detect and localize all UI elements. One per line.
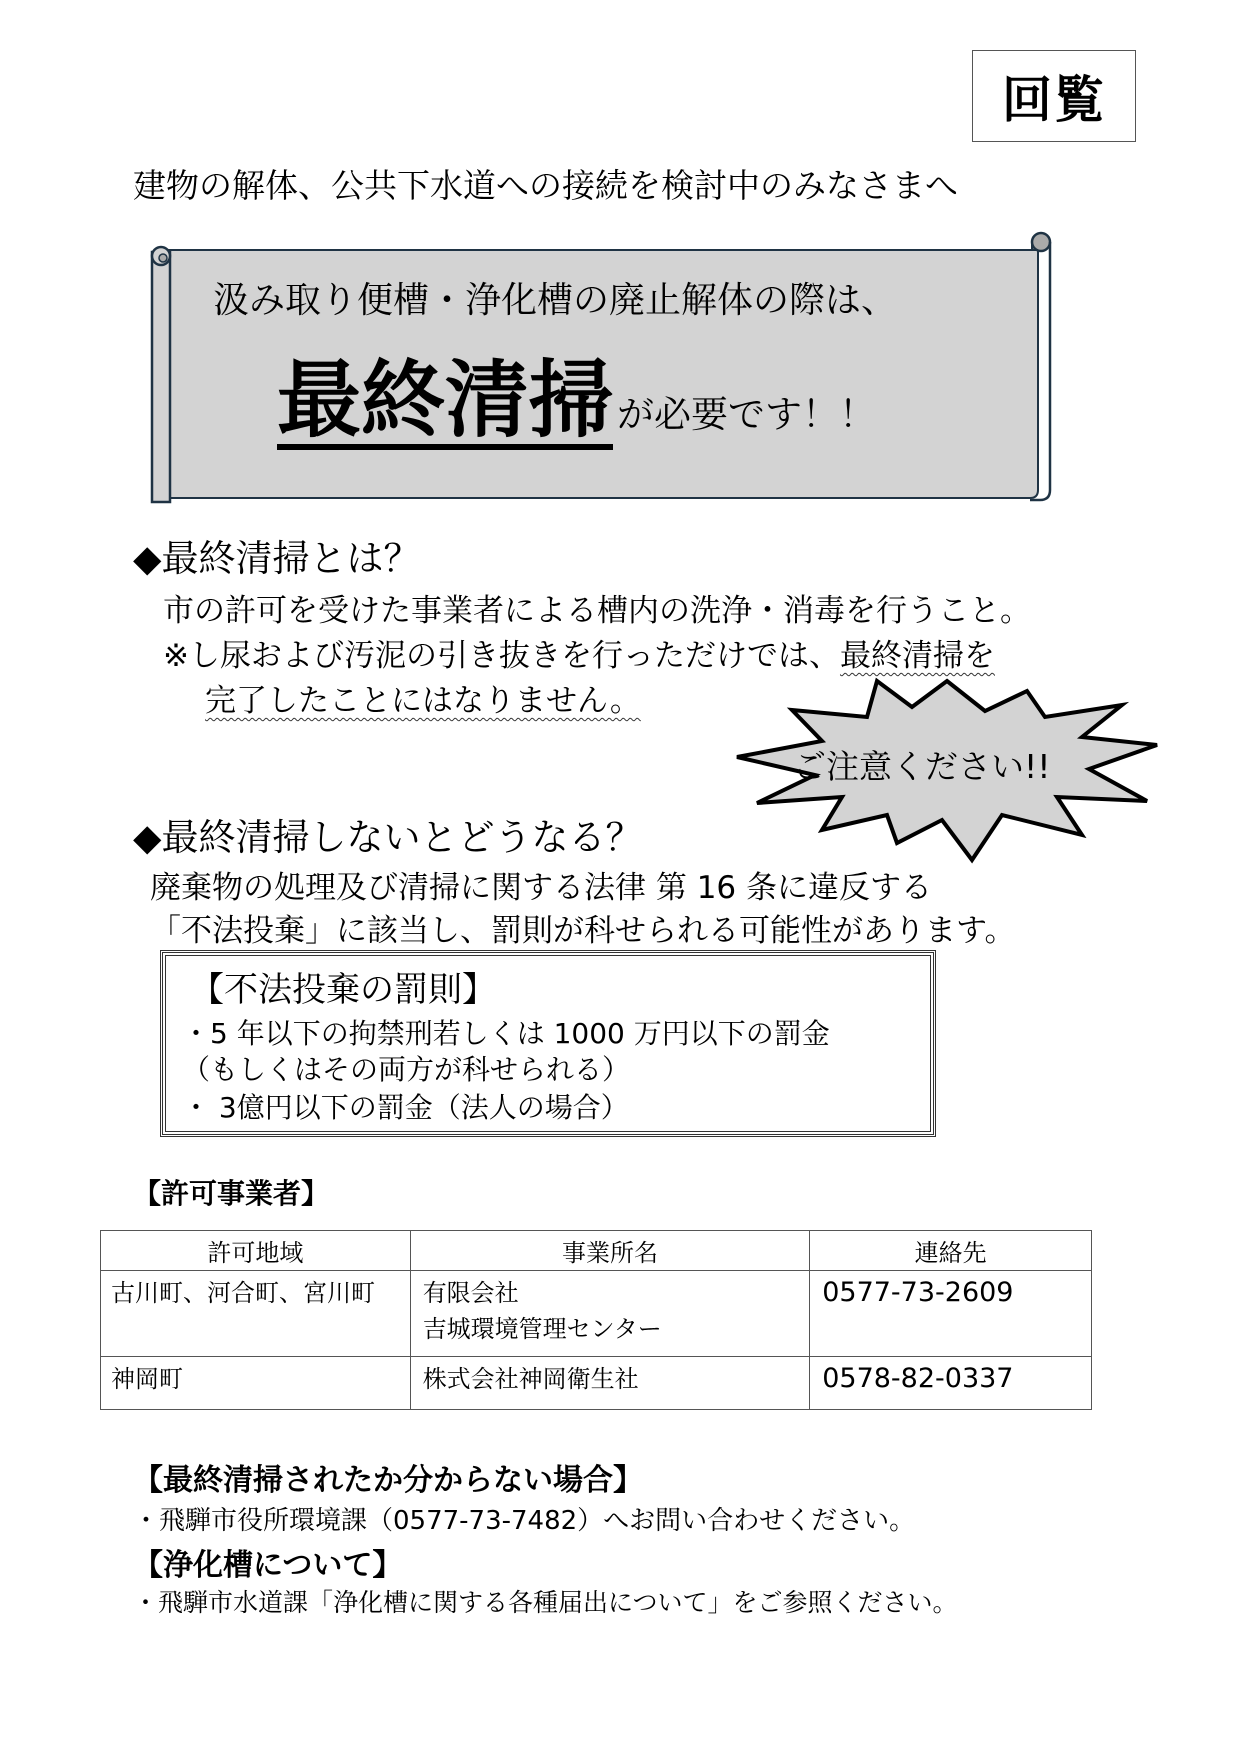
area-cell: 古川町、河合町、宮川町 <box>101 1271 411 1357</box>
septic-heading: 【浄化槽について】 <box>133 1548 403 1583</box>
business-name-line: 吉城環境管理センター <box>422 1315 662 1343</box>
circulation-stamp <box>972 50 1136 142</box>
column-header: 事業所名 <box>410 1231 810 1271</box>
unsure-heading: 【最終清掃されたか分からない場合】 <box>133 1463 643 1498</box>
intro-text: 建物の解体、公共下水道への接続を検討中のみなさまへ <box>133 166 958 205</box>
business-name-cell <box>410 1271 810 1357</box>
section1-heading: ◆最終清掃とは？ <box>133 537 421 580</box>
penalty-item: ・ 3億円以下の罰金（法人の場合） <box>182 1091 629 1124</box>
section2-heading: ◆最終清掃しないとどうなる？ <box>133 816 643 859</box>
section2-line1: 廃棄物の処理及び清掃に関する法律 第 16 条に違反する <box>150 870 933 906</box>
business-name-line: 株式会社神岡衛生社 <box>422 1365 639 1393</box>
section1-line2-underlined: 最終清掃を <box>839 638 995 674</box>
table-row <box>101 1357 1092 1410</box>
section1-line3-underlined: 完了したことにはなりません。 <box>205 683 641 719</box>
phone-cell: 0578-82-0337 <box>810 1357 1092 1410</box>
section1-line2-prefix: ※し尿および汚泥の引き抜きを行っただけでは、 <box>163 638 840 674</box>
area-cell: 神岡町 <box>101 1357 411 1410</box>
licensed-heading: 【許可事業者】 <box>133 1177 330 1210</box>
penalty-item: ・5 年以下の拘禁刑若しくは 1000 万円以下の罰金 <box>182 1017 830 1050</box>
septic-text: ・飛騨市水道課「浄化槽に関する各種届出について」をご参照ください。 <box>133 1588 958 1617</box>
business-name-line: 有限会社 <box>422 1279 519 1307</box>
penalty-item: （もしくはその両方が科せられる） <box>182 1053 631 1086</box>
licensed-operators-table <box>100 1230 1092 1410</box>
section1-line3 <box>205 675 641 720</box>
business-name-cell <box>410 1357 810 1410</box>
banner-emphasis-line <box>277 351 877 450</box>
table-row <box>101 1271 1092 1357</box>
section1-line1: 市の許可を受けた事業者による槽内の洗浄・消毒を行うこと。 <box>163 593 1031 629</box>
warning-callout-text: ご注意ください!! <box>793 747 1051 786</box>
banner-suffix: が必要です！！ <box>617 393 877 436</box>
table-header-row <box>101 1231 1092 1271</box>
section2-line2: 「不法投棄」に該当し、罰則が科せられる可能性があります。 <box>150 913 1016 949</box>
phone-cell: 0577-73-2609 <box>810 1271 1092 1357</box>
column-header: 許可地域 <box>101 1231 411 1271</box>
stamp-label: 回覧 <box>1002 71 1106 129</box>
unsure-text: ・飛騨市役所環境課（0577-73-7482）へお問い合わせください。 <box>133 1506 916 1536</box>
banner-line1: 汲み取り便槽・浄化槽の廃止解体の際は、 <box>213 280 898 321</box>
penalty-title: 【不法投棄の罰則】 <box>190 970 496 1010</box>
column-header: 連絡先 <box>810 1231 1092 1271</box>
banner-emphasis: 最終清掃 <box>277 351 614 449</box>
